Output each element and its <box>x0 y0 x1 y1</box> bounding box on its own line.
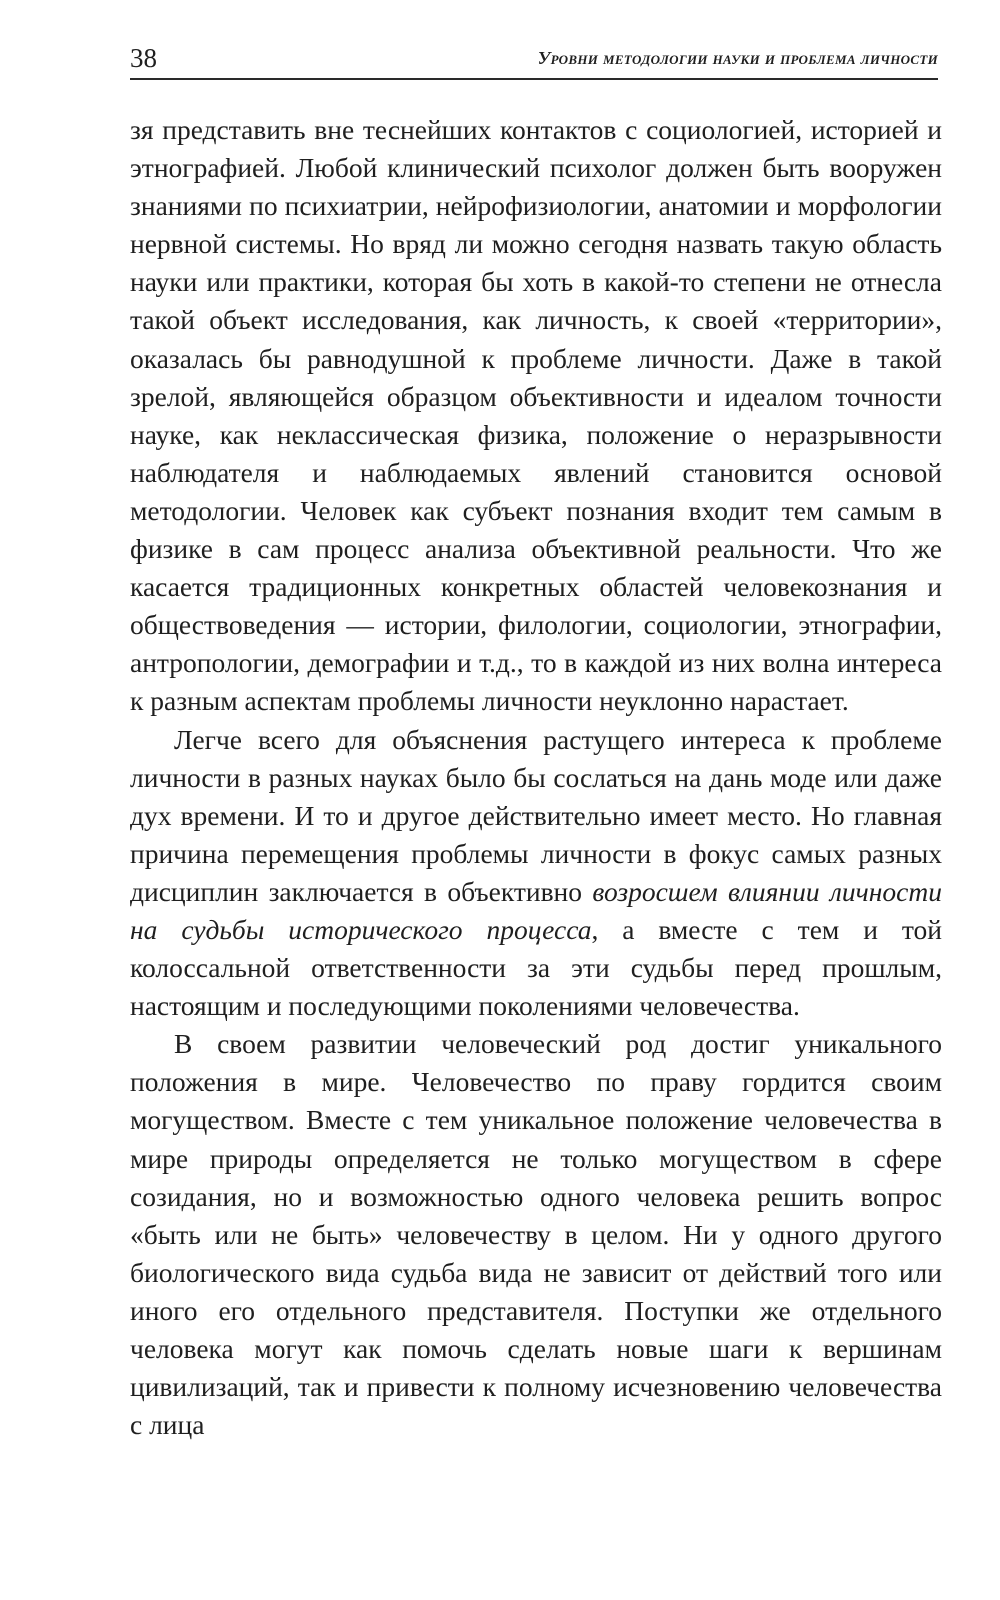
header-rule <box>130 78 938 80</box>
paragraph-text: Легче всего для объяснения растущего интереса к проблеме личности в разных науках было бы сослаться на дань моде или даже дух времени. И то и другое действительно имеет место. Но главная причина перемещения проблемы личности в фокус самых разных дисциплин заключается в объективно <box>130 723 942 907</box>
body-text <box>130 111 942 1444</box>
paragraph-human-development: В своем развитии человеческий род достиг уникального положения в мире. Человечество по праву гордится своим могуществом. Вместе с тем уникальное положение человечества в мире природы определяется не только могуществом в сфере созидания, но и возможностью одного человека решить вопрос «быть или не быть» человечеству в целом. Ни у одного другого биологического вида судьба вида не зависит от действий того или иного его отдельного представителя. Поступки же отдельного человека могут как помочь сделать новые шаги к вершинам цивилизаций, так и привести к полному исчезновению человечества с лица <box>130 1028 942 1441</box>
running-title: Уровни методологии науки и проблема личности <box>537 48 938 68</box>
paragraph-continued: зя представить вне теснейших контактов с социологией, историей и этнографией. Любой клинический психолог должен быть вооружен знаниями по психиатрии, нейрофизиологии, анатомии и морфологии нервной системы. Но вряд ли можно сегодня назвать такую область науки или практики, которая бы хоть в какой-то степени не отнесла такой объект исследования, как личность, к своей «территории», оказалась бы равнодушной к проблеме личности. Даже в такой зрелой, являющейся образцом объективности и идеалом точности науке, как неклассическая физика, положение о неразрывности наблюдателя и наблюдаемых явлений становится основой методологии. Человек как субъект познания входит тем самым в физике в сам процесс анализа объективной реальности. Что же касается традиционных конкретных областей человекознания и обществоведения — истории, филологии, социологии, этнографии, антропологии, демографии и т.д., то в каждой из них волна интереса к разным аспектам проблемы личности неуклонно нарастает. <box>130 114 942 717</box>
emphasis-text: возросшем влиянии личности на судьбы исторического процесса <box>130 875 942 945</box>
running-head <box>130 38 938 78</box>
paragraph-text: , а вместе с тем и той колоссальной ответственности за эти судьбы перед прошлым, настоящим и последующими поколениями человечества. <box>130 913 942 1022</box>
paragraph-personality-interest <box>130 721 942 1026</box>
page-number: 38 <box>130 43 157 73</box>
